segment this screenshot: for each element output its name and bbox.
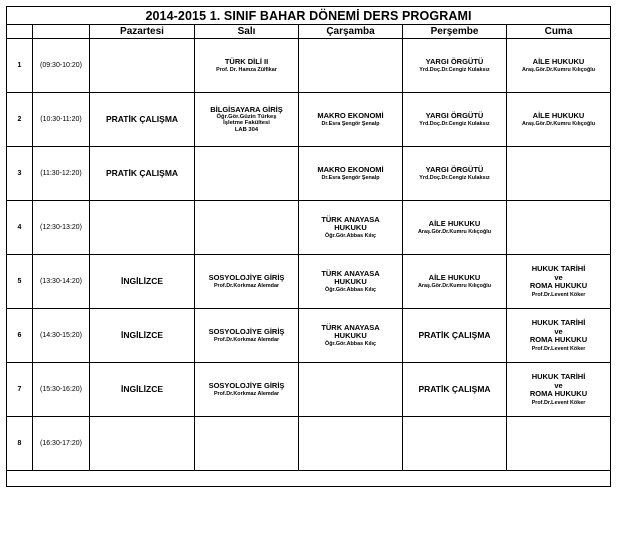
instructor-line: Araş.Gör.Dr.Kumru Kılıçoğlu	[417, 229, 492, 236]
instructor-line: Prof.Dr.Levent Köker	[531, 291, 586, 298]
slot-time: (16:30-17:20)	[33, 417, 90, 471]
slot-number: 6	[7, 309, 33, 363]
cell-wednesday	[299, 417, 403, 471]
cell-thursday	[403, 201, 507, 255]
cell-tuesday	[195, 417, 299, 471]
cell-monday	[90, 147, 195, 201]
cell-friday	[507, 363, 611, 417]
course-title-line: PRATİK ÇALIŞMA	[418, 329, 491, 340]
instructor-line: Dr.Esra Şengör Şenalp	[321, 121, 380, 128]
cell-thursday	[403, 363, 507, 417]
cell-monday	[90, 255, 195, 309]
cell-monday	[90, 39, 195, 93]
cell-friday	[507, 39, 611, 93]
header-corner-num	[7, 25, 33, 39]
slot-number: 4	[7, 201, 33, 255]
schedule-row	[7, 39, 611, 93]
slot-number: 5	[7, 255, 33, 309]
instructor-line: Yrd.Doç.Dr.Cengiz Kulaksız	[419, 175, 490, 182]
footer-blank-row	[7, 471, 611, 487]
instructor-line: Yrd.Doç.Dr.Cengiz Kulaksız	[419, 67, 490, 74]
course-title-line: MAKRO EKONOMİ	[317, 164, 384, 174]
header-day-wednesday: Çarşamba	[299, 25, 403, 39]
course-title-line: MAKRO EKONOMİ	[317, 110, 384, 120]
course-title-line: HUKUKU	[334, 276, 367, 286]
course-title-line: HUKUKU	[334, 330, 367, 340]
title-row	[7, 7, 611, 25]
header-day-tuesday: Salı	[195, 25, 299, 39]
instructor-line: Araş.Gör.Dr.Kumru Kılıçoğlu	[521, 67, 596, 74]
cell-friday	[507, 255, 611, 309]
schedule-row	[7, 147, 611, 201]
cell-wednesday	[299, 201, 403, 255]
instructor-line: İşletme Fakültesi	[223, 120, 270, 127]
slot-time: (12:30-13:20)	[33, 201, 90, 255]
course-title-line: TÜRK DİLİ II	[224, 56, 269, 66]
cell-wednesday	[299, 255, 403, 309]
cell-tuesday	[195, 363, 299, 417]
course-title-line: YARGI ÖRGÜTÜ	[425, 110, 484, 120]
course-title-line: AİLE HUKUKU	[532, 110, 585, 120]
course-title-line: ve	[554, 326, 563, 336]
course-title-line: İNGİLİZCE	[120, 383, 164, 394]
cell-thursday	[403, 93, 507, 147]
cell-friday	[507, 147, 611, 201]
slot-time: (15:30-16:20)	[33, 363, 90, 417]
course-title-line: ve	[554, 380, 563, 390]
cell-tuesday	[195, 39, 299, 93]
footer-blank-cell	[7, 471, 611, 487]
course-title-line: ROMA HUKUKU	[529, 389, 588, 399]
cell-wednesday	[299, 39, 403, 93]
course-title-line: HUKUK TARİHİ	[531, 264, 586, 274]
slot-time: (09:30-10:20)	[33, 39, 90, 93]
instructor-line: Prof. Dr. Hamza Zülfikar	[216, 67, 277, 74]
course-title-line: AİLE HUKUKU	[428, 218, 481, 228]
cell-wednesday	[299, 93, 403, 147]
header-corner-time	[33, 25, 90, 39]
course-title-line: PRATİK ÇALIŞMA	[105, 113, 179, 124]
course-title-line: AİLE HUKUKU	[532, 56, 585, 66]
instructor-line: Öğr.Gör.Abbas Kılıç	[325, 233, 376, 240]
cell-thursday	[403, 39, 507, 93]
cell-tuesday	[195, 93, 299, 147]
course-title-line: HUKUK TARİHİ	[531, 372, 586, 382]
course-title-line: ve	[554, 272, 563, 282]
instructor-line: Dr.Esra Şengör Şenalp	[321, 175, 380, 182]
schedule-row	[7, 201, 611, 255]
cell-thursday	[403, 417, 507, 471]
slot-number: 1	[7, 39, 33, 93]
slot-time: (13:30-14:20)	[33, 255, 90, 309]
course-title-line: ROMA HUKUKU	[529, 335, 588, 345]
cell-monday	[90, 309, 195, 363]
course-title-line: İNGİLİZCE	[120, 329, 164, 340]
cell-friday	[507, 309, 611, 363]
cell-monday	[90, 93, 195, 147]
course-title-line: BİLGİSAYARA GİRİŞ	[210, 104, 283, 114]
cell-wednesday	[299, 309, 403, 363]
cell-wednesday	[299, 147, 403, 201]
course-title-line: YARGI ÖRGÜTÜ	[425, 164, 484, 174]
cell-monday	[90, 363, 195, 417]
cell-friday	[507, 201, 611, 255]
schedule-title: 2014-2015 1. SINIF BAHAR DÖNEMİ DERS PROGRAMI	[7, 7, 611, 25]
schedule-row	[7, 255, 611, 309]
cell-wednesday	[299, 363, 403, 417]
slot-number: 8	[7, 417, 33, 471]
cell-thursday	[403, 309, 507, 363]
instructor-line: Araş.Gör.Dr.Kumru Kılıçoğlu	[417, 283, 492, 290]
instructor-line: Öğr.Gör.Abbas Kılıç	[325, 287, 376, 294]
course-title-line: İNGİLİZCE	[120, 275, 164, 286]
header-row	[7, 25, 611, 39]
instructor-line: Prof.Dr.Korkmaz Alemdar	[213, 391, 280, 398]
header-day-monday: Pazartesi	[90, 25, 195, 39]
cell-tuesday	[195, 255, 299, 309]
instructor-line: Öğr.Gör.Güzin Türkeş	[216, 113, 277, 120]
header-day-thursday: Perşembe	[403, 25, 507, 39]
course-title-line: HUKUK TARİHİ	[531, 318, 586, 328]
instructor-line: Yrd.Doç.Dr.Cengiz Kulaksız	[419, 121, 490, 128]
course-title-line: ROMA HUKUKU	[529, 281, 588, 291]
course-title-line: TÜRK ANAYASA	[321, 268, 380, 278]
header-day-friday: Cuma	[507, 25, 611, 39]
cell-tuesday	[195, 201, 299, 255]
slot-number: 3	[7, 147, 33, 201]
schedule-row	[7, 93, 611, 147]
instructor-line: Öğr.Gör.Abbas Kılıç	[325, 341, 376, 348]
cell-friday	[507, 93, 611, 147]
schedule-row	[7, 363, 611, 417]
course-title-line: HUKUKU	[334, 222, 367, 232]
instructor-line: Araş.Gör.Dr.Kumru Kılıçoğlu	[521, 121, 596, 128]
course-title-line: SOSYOLOJİYE GİRİŞ	[208, 380, 285, 390]
course-title-line: SOSYOLOJİYE GİRİŞ	[208, 326, 285, 336]
cell-friday	[507, 417, 611, 471]
instructor-line: Prof.Dr.Korkmaz Alemdar	[213, 337, 280, 344]
slot-number: 2	[7, 93, 33, 147]
slot-time: (11:30-12:20)	[33, 147, 90, 201]
course-title-line: TÜRK ANAYASA	[321, 322, 380, 332]
slot-number: 7	[7, 363, 33, 417]
cell-tuesday	[195, 147, 299, 201]
instructor-line: Prof.Dr.Levent Köker	[531, 399, 586, 406]
instructor-line: Prof.Dr.Korkmaz Alemdar	[213, 283, 280, 290]
course-title-line: PRATİK ÇALIŞMA	[418, 383, 491, 394]
course-title-line: SOSYOLOJİYE GİRİŞ	[208, 272, 285, 282]
cell-thursday	[403, 255, 507, 309]
cell-monday	[90, 417, 195, 471]
course-title-line: YARGI ÖRGÜTÜ	[425, 56, 484, 66]
schedule-table	[6, 6, 611, 487]
cell-thursday	[403, 147, 507, 201]
schedule-row	[7, 309, 611, 363]
course-title-line: AİLE HUKUKU	[428, 272, 481, 282]
schedule-row	[7, 417, 611, 471]
slot-time: (14:30-15:20)	[33, 309, 90, 363]
instructor-line: LAB 304	[234, 126, 259, 133]
cell-monday	[90, 201, 195, 255]
instructor-line: Prof.Dr.Levent Köker	[531, 345, 586, 352]
course-title-line: PRATİK ÇALIŞMA	[105, 167, 179, 178]
cell-tuesday	[195, 309, 299, 363]
course-title-line: TÜRK ANAYASA	[321, 214, 380, 224]
slot-time: (10:30-11:20)	[33, 93, 90, 147]
